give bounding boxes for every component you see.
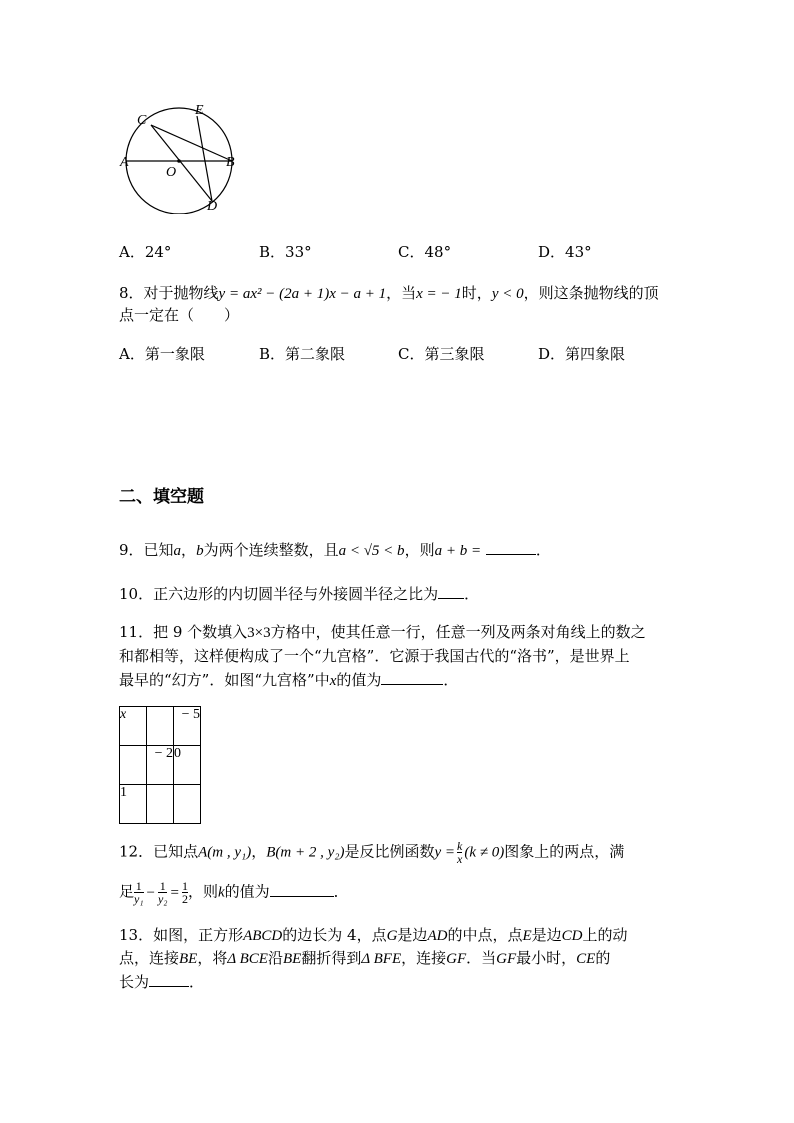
- grid-cell: [174, 785, 201, 824]
- q12-text1: 是反比例函数: [344, 842, 435, 861]
- magic-square-grid: [119, 706, 201, 824]
- grid-cell: − 2: [147, 746, 174, 785]
- q8-line2: 点一定在（ ）: [119, 306, 240, 324]
- q11-dims: 3×3: [247, 625, 271, 641]
- q9-text1: 为两个连续整数，且: [203, 541, 339, 559]
- q11-answer-blank[interactable]: [381, 670, 443, 685]
- q12-line2-a: 足: [119, 882, 135, 901]
- center-point: [177, 159, 181, 163]
- grid-cell: 0: [174, 746, 201, 785]
- q9-a: a: [173, 543, 182, 559]
- q12-equals: =: [170, 884, 179, 901]
- q12-frac3: $\frac{1}{2}$: [181, 879, 188, 906]
- grid-cell: − 5: [174, 707, 201, 746]
- q11-x: x: [329, 673, 337, 689]
- q8-option-c: C．第三象限: [398, 345, 485, 363]
- q12-line2: [119, 880, 349, 905]
- q12-frac1: $\frac{1}{\text{y₁}}$: [134, 879, 144, 906]
- q9-b: b: [196, 543, 204, 559]
- q9-text2: ，则: [404, 541, 435, 559]
- q9-answer-blank[interactable]: [486, 540, 536, 555]
- section-heading: 二、填空题: [119, 487, 204, 507]
- q12-func-cond: (k ≠ 0): [464, 844, 505, 861]
- q7-option-d: D．43°: [538, 243, 592, 261]
- q12-func-y: y =: [434, 844, 455, 861]
- q11-line1-b: 方格中，使其任意一行，任意一列及两条对角线上的数之: [270, 623, 646, 641]
- label-o: O: [166, 165, 177, 180]
- chord-ed: [197, 116, 212, 201]
- q8-option-b: B．第二象限: [259, 345, 346, 363]
- q9-end: ．: [535, 541, 551, 559]
- circle-figure: [115, 98, 255, 214]
- label-d: D: [207, 199, 218, 214]
- q12-minus: −: [146, 884, 155, 901]
- q9-comma: ，: [181, 541, 197, 559]
- q8-cond-y: y < 0: [491, 286, 524, 302]
- q13-line3: 长为 ．: [119, 973, 205, 991]
- q12-func-k: k: [457, 839, 463, 853]
- q13-square: ABCD: [243, 928, 283, 944]
- q9-prefix: 9．已知: [119, 541, 174, 559]
- q13-line2: 点，连接BE，将Δ BCE沿BE翻折得到Δ BFE，连接GF．当GF最小时，CE的: [119, 949, 611, 967]
- q11-line3-b: 的值为: [336, 671, 382, 689]
- q7-option-a: A．24°: [119, 243, 172, 261]
- q8-cond-x: x = − 1: [416, 286, 462, 302]
- chord-cb: [151, 125, 232, 161]
- q9-ineq: a < √5 < b: [338, 543, 405, 559]
- q12-comma: ，: [251, 842, 267, 861]
- q12-k: k: [217, 884, 225, 901]
- grid-row: [120, 746, 201, 785]
- q13-answer-blank[interactable]: [149, 972, 189, 987]
- q11-line2: 和都相等，这样便构成了一个“九宫格”．它源于我国古代的“洛书”，是世界上: [119, 647, 630, 665]
- grid-cell: [120, 746, 147, 785]
- q8-mid1: ，当: [386, 284, 417, 302]
- q10-answer-blank[interactable]: [438, 584, 464, 599]
- q12-answer-blank[interactable]: [270, 882, 334, 897]
- label-b: B: [226, 155, 235, 170]
- label-e: E: [195, 103, 204, 118]
- grid-row: [120, 785, 201, 824]
- q11-line1: [119, 622, 646, 643]
- grid-cell: 1: [120, 785, 147, 824]
- q7-option-c: C．48°: [398, 243, 452, 261]
- q8-option-a: A．第一象限: [119, 345, 205, 363]
- q8-option-d: D．第四象限: [538, 345, 626, 363]
- q8-formula: y = ax² − (2a + 1)x − a + 1: [218, 286, 387, 302]
- q9-expr: a + b =: [434, 543, 482, 559]
- q8-prefix: 8．对于抛物线: [119, 284, 219, 302]
- grid-cell: [147, 707, 174, 746]
- q11-line1-a: 11．把 9 个数填入: [119, 623, 248, 641]
- q12-line2-b: ，则: [187, 882, 218, 901]
- label-a: A: [120, 155, 129, 170]
- q8-line1: [119, 283, 659, 304]
- q12-func-x: x: [457, 852, 463, 866]
- q11-line3: [119, 670, 458, 691]
- q10-end: ．: [464, 585, 480, 603]
- q7-option-b: B．33°: [259, 243, 312, 261]
- q10-line: [119, 584, 479, 604]
- q12-point-a: A(m , y₁): [198, 844, 252, 861]
- q12-text2: 图象上的两点，满: [504, 842, 625, 861]
- grid-cell: [147, 785, 174, 824]
- label-c: C: [137, 113, 147, 128]
- q12-line1: [119, 840, 624, 865]
- chord-cd: [151, 125, 212, 201]
- grid-row: [120, 707, 201, 746]
- q11-end: ．: [443, 671, 459, 689]
- q12-frac2: $\frac{1}{\text{y₂}}$: [157, 879, 168, 906]
- grid-cell: x: [120, 707, 147, 746]
- q9-line: [119, 540, 551, 561]
- q13-line1: 13．如图，正方形ABCD的边长为 4，点G是边AD的中点，点E是边CD上的动: [119, 926, 628, 944]
- q12-line2-c: 的值为: [224, 882, 270, 901]
- q8-mid2: 时，: [461, 284, 492, 302]
- q12-prefix: 12．已知点: [119, 842, 199, 861]
- q11-line3-a: 最早的“幻方”．如图“九宫格”中: [119, 671, 330, 689]
- q12-func-frac: [457, 840, 462, 865]
- q10-text: 10．正六边形的内切圆半径与外接圆半径之比为: [119, 585, 439, 603]
- q12-end: ．: [333, 882, 349, 901]
- q8-suffix: ，则这条抛物线的顶: [523, 284, 659, 302]
- q12-point-b: B(m + 2 , y₂): [266, 844, 345, 861]
